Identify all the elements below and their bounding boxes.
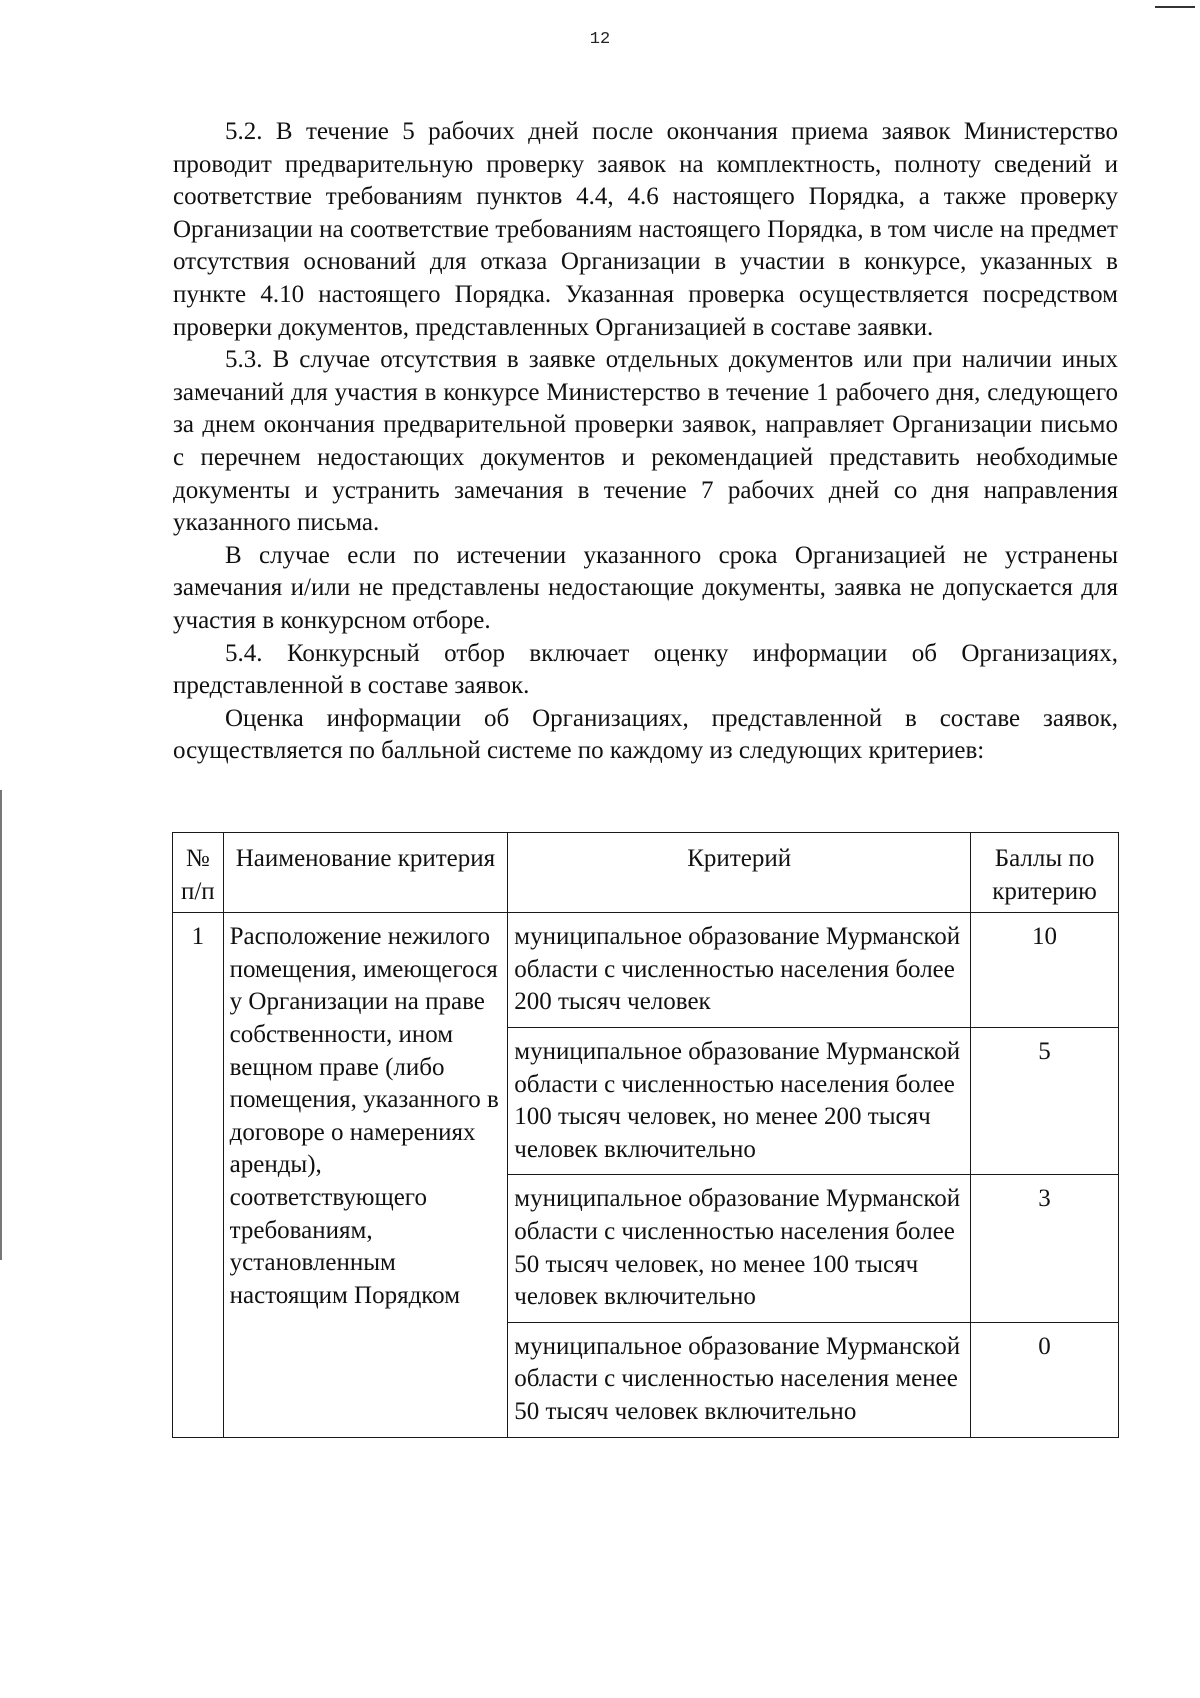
document-body [173, 116, 1118, 768]
criterion-score: 0 [971, 1322, 1119, 1437]
table-row [173, 913, 1119, 1028]
page-number: 12 [589, 30, 611, 49]
scan-artifact-left-edge [0, 790, 2, 1260]
criterion-option: муниципальное образование Мурманской области с численностью населения более 100 тысяч человек, но менее 200 тысяч человек включительно [508, 1027, 971, 1174]
table-header-row [173, 833, 1119, 913]
header-name: Наименование критерия [223, 833, 508, 913]
paragraph-5-4: 5.4. Конкурсный отбор включает оценку информации об Организациях, представленной в составе заявок. [173, 639, 1118, 700]
header-criterion: Критерий [508, 833, 971, 913]
paragraph-5-3-continued: В случае если по истечении указанного срока Организацией не устранены замечания и/или не представлены недостающие документы, заявка не допускается для участия в конкурсном отборе. [173, 541, 1118, 634]
criterion-option: муниципальное образование Мурманской области с численностью населения более 200 тысяч человек [508, 913, 971, 1028]
criterion-option: муниципальное образование Мурманской области с численностью населения более 50 тысяч человек, но менее 100 тысяч человек включительно [508, 1175, 971, 1322]
criteria-table [172, 832, 1119, 1438]
criterion-score: 10 [971, 913, 1119, 1028]
paragraph-5-3: 5.3. В случае отсутствия в заявке отдельных документов или при наличии иных замечаний для участия в конкурсе Министерство в течение 1 рабочего дня, следующего за днем окончания предварительной проверки заявок, направляет Организации письмо с перечнем недостающих документов и рекомендацией представить необходимые документы и устранить замечания в течение 7 рабочих дней со дня направления указанного письма. [173, 346, 1118, 537]
paragraph-5-2: 5.2. В течение 5 рабочих дней после окончания приема заявок Министерство проводит предварительную проверку заявок на комплектность, полноту сведений и соответствие требованиям пунктов 4.4, 4.6 настоящего Порядка, а также проверку Организации на соответствие требованиям настоящего Порядка, в том числе на предмет отсутствия оснований для отказа Организации в участии в конкурсе, указанных в пункте 4.10 настоящего Порядка. Указанная проверка осуществляется посредством проверки документов, представленных Организацией в составе заявки. [173, 118, 1118, 341]
paragraph-5-4-continued: Оценка информации об Организациях, представленной в составе заявок, осуществляется по балльной системе по каждому из следующих критериев: [173, 704, 1118, 765]
header-score: Баллы по критерию [971, 833, 1119, 913]
criterion-score: 5 [971, 1027, 1119, 1174]
scan-artifact-top-right [1155, 6, 1195, 8]
criterion-option: муниципальное образование Мурманской области с численностью населения менее 50 тысяч человек включительно [508, 1322, 971, 1437]
header-num: № п/п [173, 833, 224, 913]
criterion-score: 3 [971, 1175, 1119, 1322]
row-criterion-name: Расположение нежилого помещения, имеющегося у Организации на праве собственности, ином вещном праве (либо помещения, указанного в договоре о намерениях аренды), соответствующего требованиям, установленным настоящим Порядком [223, 913, 508, 1437]
row-num: 1 [173, 913, 224, 1437]
